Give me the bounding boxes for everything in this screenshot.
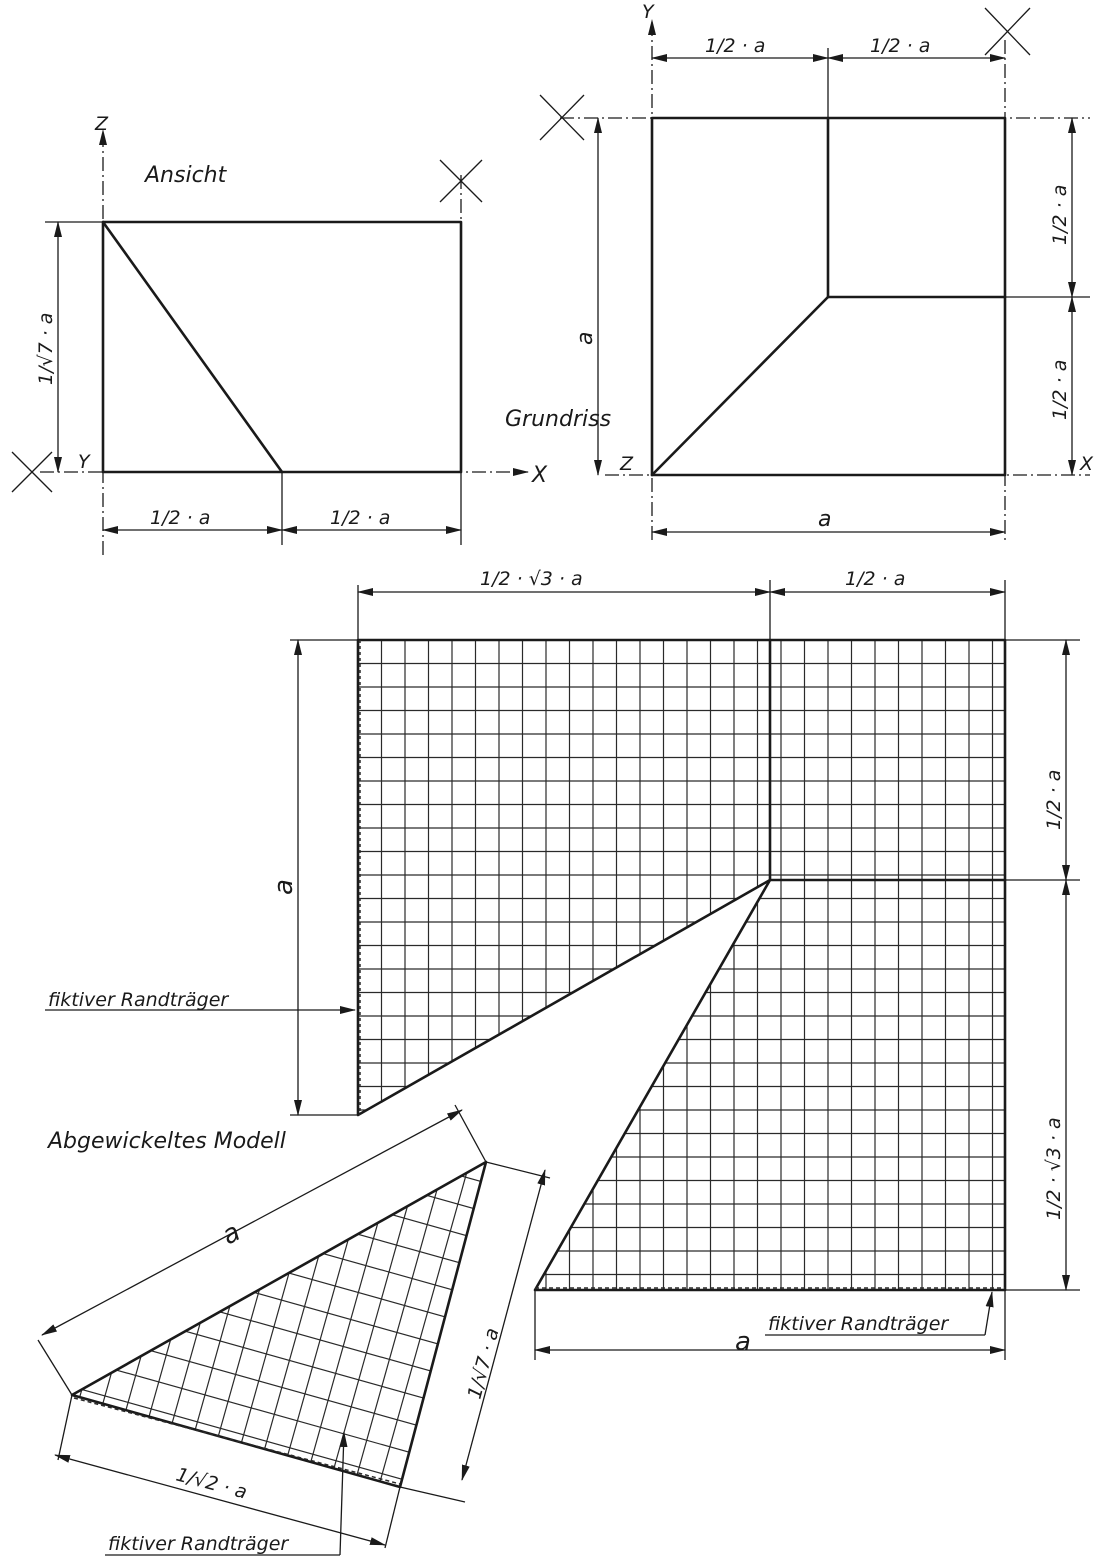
grid-line <box>23 1199 601 1361</box>
grid-line <box>43 1006 165 1439</box>
grid-line <box>205 1051 327 1484</box>
z-axis-label: Z <box>95 113 109 135</box>
elevation-outline <box>103 222 461 472</box>
edge-label-triangle: fiktiver Randträger <box>108 1533 289 1555</box>
dev-title: Abgewickeltes Modell <box>48 1129 286 1154</box>
section-marker-icon <box>440 160 482 202</box>
grid-line <box>459 1122 581 1555</box>
elevation-height-dim: 1/√7 · a <box>35 312 57 385</box>
grid-line <box>136 1031 258 1464</box>
plan-y-label: Y <box>642 1 654 23</box>
plan-side-dim: a <box>573 331 598 345</box>
dev-tri-base-dim: 1/√2 · a <box>173 1463 250 1504</box>
grid-line <box>89 1019 211 1452</box>
plan-x-label: X <box>1080 453 1094 475</box>
developed-model <box>0 568 1080 1555</box>
y-axis-label: Y <box>78 451 90 473</box>
section-marker-icon <box>985 8 1030 55</box>
plan-right-upper-dim: 1/2 · a <box>1049 184 1071 245</box>
grid-line <box>0 1387 548 1549</box>
developed-grid-triangle <box>0 983 661 1556</box>
developed-outline-large <box>358 640 1005 1290</box>
dev-right-upper-dim: 1/2 · a <box>1043 769 1065 830</box>
dev-left-dim: a <box>269 879 299 895</box>
dev-top-left-dim: 1/2 · √3 · a <box>480 568 583 590</box>
grid-line <box>159 1038 281 1471</box>
elevation-view <box>12 113 548 555</box>
elevation-left-dim: 1/2 · a <box>150 507 211 529</box>
plan-right-lower-dim: 1/2 · a <box>1049 359 1071 420</box>
edge-label-left: fiktiver Randträger <box>48 989 229 1011</box>
x-axis-label: X <box>532 463 548 488</box>
grid-line <box>274 1070 396 1503</box>
grid-line <box>182 1044 304 1477</box>
elevation-diagonal <box>103 222 282 472</box>
grid-line <box>367 1096 489 1529</box>
dev-top-right-dim: 1/2 · a <box>845 568 906 590</box>
grid-line <box>16 1225 594 1387</box>
dev-tri-long-dim: a <box>217 1217 246 1252</box>
plan-view <box>505 1 1094 540</box>
grid-line <box>320 1083 442 1516</box>
plan-bottom-dim: a <box>818 507 832 532</box>
grid-line <box>413 1109 535 1542</box>
dev-bottom-dim: a <box>735 1327 751 1357</box>
elevation-right-dim: 1/2 · a <box>330 507 391 529</box>
elevation-title: Ansicht <box>145 163 227 188</box>
grid-line <box>390 1103 512 1536</box>
grid-line <box>297 1077 419 1510</box>
plan-top-left-dim: 1/2 · a <box>705 35 766 57</box>
grid-line <box>31 1172 609 1334</box>
grid-line <box>38 1145 616 1307</box>
dev-right-lower-dim: 1/2 · √3 · a <box>1043 1117 1065 1220</box>
grid-line <box>66 1012 188 1445</box>
developed-grid-large <box>358 640 1005 1290</box>
plan-top-right-dim: 1/2 · a <box>870 35 931 57</box>
dev-tri-side-dim: 1/√7 · a <box>463 1325 504 1402</box>
edge-label-bottom: fiktiver Randträger <box>768 1313 949 1335</box>
section-marker-icon <box>540 95 584 140</box>
plan-title: Grundriss <box>505 407 612 432</box>
plan-z-label: Z <box>620 453 634 475</box>
